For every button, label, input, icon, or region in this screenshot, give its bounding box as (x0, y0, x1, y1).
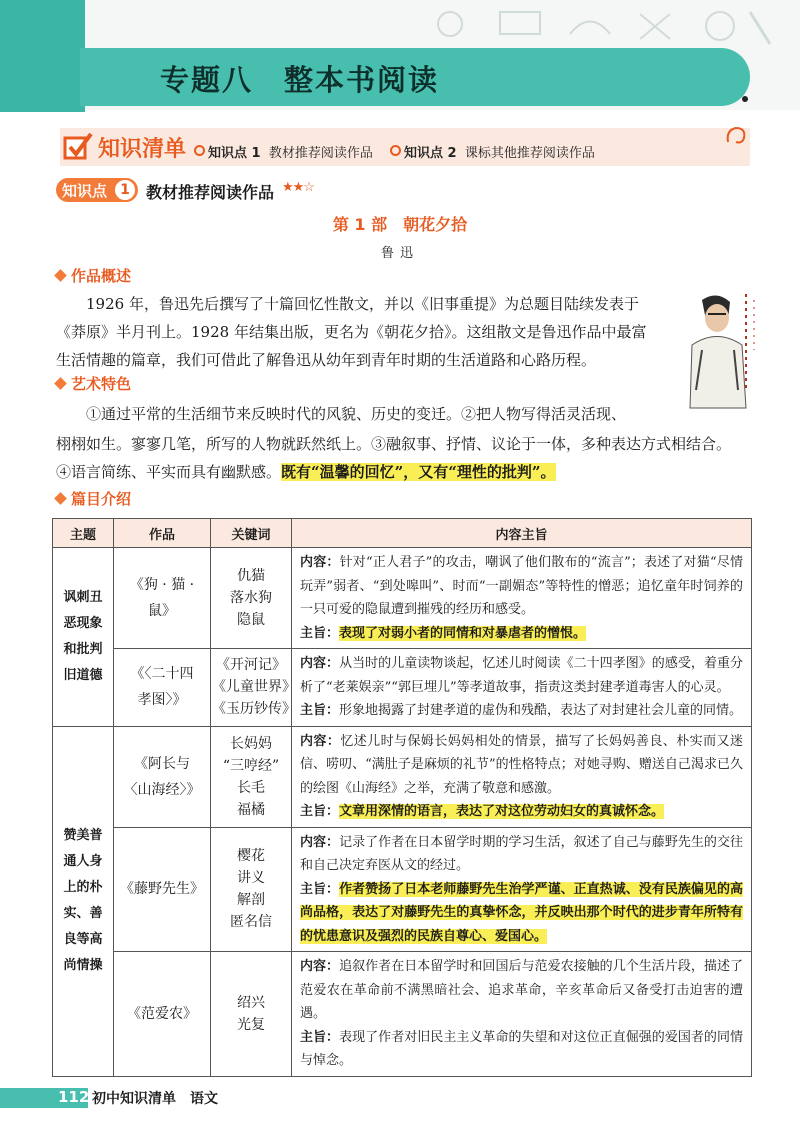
keyword: 樱花 (237, 848, 265, 865)
theme-cell (53, 548, 114, 727)
diamond-icon (54, 377, 67, 390)
bullet-icon (390, 145, 401, 156)
art-line-3 (56, 458, 556, 486)
content-text: 记录了作者在日本留学时期的学习生活，叙述了自己与藤野先生的交往和自己决定弃医从文的经过。 (300, 834, 743, 873)
art-highlight: 既有“温馨的回忆”，又有“理性的批判”。 (281, 463, 556, 481)
work-cell (114, 548, 211, 649)
art-line-1: ①通过平常的生活细节来反映时代的风貌、历史的变迁。②把人物写得活灵活现、 (86, 405, 627, 423)
knowledge-point-text: 教材推荐阅读作品 (268, 146, 373, 161)
author-name: 鲁迅 (380, 246, 419, 261)
chapters-heading-text: 篇目介绍 (71, 490, 132, 508)
art-line-3-text: ④语言简练、平实而具有幽默感。 (56, 463, 282, 481)
content-text: 忆述儿时与保姆长妈妈相处的情景，描写了长妈妈善良、朴实而又迷信、唠叨、“满肚子是麻烦的礼节”的性格特点；对她寻购、赠送自己渴求已久的绘图《山海经》之举，充满了敬意和感激。 (300, 733, 743, 796)
keyword: 《儿童世界》 (212, 679, 296, 696)
table-row (53, 726, 752, 827)
theme-cell (53, 726, 114, 1076)
content-text: 从当时的儿童读物谈起，忆述儿时阅读《二十四孝图》的感受，着重分析了“老莱娱亲”“郭巨埋儿”等孝道故事，指责这类封建孝道毒害人的心灵。 (300, 656, 743, 695)
knowledge-point-1-link[interactable] (194, 142, 373, 161)
art-heading (56, 373, 131, 394)
knowledge-point-num: 知识点 1 (208, 146, 261, 161)
gist-text: 表现了作者对旧民主主义革命的失望和对这位正直倔强的爱国者的同情与悼念。 (300, 1029, 743, 1068)
content-label: 内容： (300, 733, 341, 749)
knowledge-point-badge-label: 知识点 (62, 182, 108, 200)
lu-xun-portrait (672, 290, 762, 410)
header-work: 作品 (114, 519, 211, 548)
difficulty-stars: ★★☆ (282, 180, 314, 195)
content-cell (292, 726, 752, 827)
theme-line: 讽刺丑 (63, 589, 103, 605)
work-title: 《〈二十四 (130, 666, 194, 683)
work-cell (114, 827, 211, 952)
overview-line-2: 《莽原》半月刊上。1928 年结集出版，更名为《朝花夕拾》。这组散文是鲁迅作品中最富 (56, 323, 647, 341)
knowledge-point-text: 课标其他推荐阅读作品 (464, 146, 595, 161)
work-title: 《狗 · 猫 · 鼠》 (129, 577, 195, 619)
keyword: 仇猫 (237, 568, 265, 584)
chapters-heading (56, 488, 131, 509)
knowledge-point-2-link[interactable] (390, 142, 595, 161)
theme-line: 恶现象 (63, 615, 103, 631)
art-heading-text: 艺术特色 (71, 375, 132, 393)
gist-text: 文章用深情的语言，表达了对这位劳动妇女的真诚怀念。 (339, 804, 665, 819)
art-line-2: 栩栩如生。寥寥几笔，所写的人物就跃然纸上。③融叙事、抒情、议论于一体，多种表达方式相结合。 (56, 435, 732, 453)
table-row (53, 649, 752, 727)
chapters-table (52, 518, 752, 1077)
content-cell (292, 827, 752, 952)
keyword: 光复 (237, 1016, 265, 1033)
knowledge-list-title: 知识清单 (98, 137, 187, 162)
keyword: 落水狗 (230, 590, 272, 606)
content-cell (292, 649, 752, 727)
gist-label: 主旨： (300, 703, 340, 718)
keyword: 隐鼠 (237, 612, 265, 628)
keyword: “三哼经” (222, 757, 280, 774)
diamond-icon (54, 269, 67, 282)
content-text: 追叙作者在日本留学时和回国后与范爱农接触的几个生活片段，描述了范爱农在革命前不满黑暗社会、追求革命，辛亥革命后又备受打击迫害的遭遇。 (300, 959, 743, 1021)
page-number: 112 (58, 1088, 90, 1106)
keyword: 福橘 (237, 801, 265, 818)
work-cell (114, 726, 211, 827)
gist-text: 表现了对弱小者的同情和对暴虐者的憎恨。 (339, 625, 587, 641)
theme-line: 尚情操 (63, 958, 103, 973)
diamond-icon (54, 492, 67, 505)
keyword: 《开河记》 (216, 657, 286, 674)
overview-heading (56, 265, 131, 286)
gist-label: 主旨： (300, 881, 340, 897)
work-title: 〈山海经〉》 (123, 781, 201, 798)
theme-line: 良等高 (63, 932, 103, 947)
overview-line-1: 1926 年，鲁迅先后撰写了十篇回忆性散文，并以《旧事重提》为总题目陆续发表于 (86, 295, 639, 313)
gist-text: 形象地揭露了封建孝道的虚伪和残酷，表达了对封建社会儿童的同情。 (339, 703, 743, 718)
swirl-icon (724, 124, 748, 150)
work-title: 《藤野先生》 (120, 881, 204, 898)
gist-label: 主旨： (300, 1029, 340, 1045)
content-label: 内容： (300, 959, 340, 974)
keyword: 解剖 (237, 892, 265, 909)
table-row (53, 827, 752, 952)
content-cell (292, 548, 752, 649)
content-label: 内容： (300, 834, 340, 850)
theme-line: 赞美普 (63, 828, 103, 843)
keywords-cell (211, 548, 292, 649)
work-title: 孝图〉》 (137, 692, 187, 709)
checkbox-icon (62, 131, 94, 161)
table-header-row (53, 519, 752, 548)
page-title: 专题八 整本书阅读 (160, 63, 440, 97)
keywords-cell (211, 726, 292, 827)
decorative-pattern-icon (410, 4, 790, 54)
keyword: 《玉历钞传》 (212, 701, 296, 718)
content-label: 内容： (300, 656, 340, 671)
overview-line-3: 生活情趣的篇章，我们可借此了解鲁迅从幼年到青年时期的生活道路和心路历程。 (56, 351, 597, 369)
gist-label: 主旨： (300, 804, 340, 819)
knowledge-point-badge-num: 1 (113, 178, 137, 202)
header-tab (0, 0, 85, 112)
footer-text: 初中知识清单 语文 (92, 1091, 218, 1107)
content-text: 针对“正人君子”的攻击，嘲讽了他们散布的“流言”；表述了对猫“尽情玩弄”弱者、“到处嗥叫”、时而“一副媚态”等特性的憎恶；追忆童年时饲养的一只可爱的隐鼠遭到摧残的经历和感受。 (300, 555, 743, 617)
table-row (53, 952, 752, 1077)
theme-line: 通人身 (63, 854, 103, 869)
gist-label: 主旨： (300, 625, 340, 641)
theme-line: 和批判 (63, 641, 103, 657)
keywords-cell (211, 649, 296, 727)
theme-line: 上的朴 (63, 880, 103, 895)
overview-heading-text: 作品概述 (71, 267, 132, 285)
keyword: 匿名信 (230, 914, 272, 931)
title-dot (742, 96, 748, 102)
knowledge-point-name: 教材推荐阅读作品 (146, 183, 275, 202)
work-title: 《阿长与 (134, 755, 190, 772)
keywords-cell (211, 827, 292, 952)
header-content: 内容主旨 (292, 519, 752, 548)
keyword: 长妈妈 (230, 735, 272, 752)
gist-text: 作者赞扬了日本老师藤野先生治学严谨、正直热诚、没有民族偏见的高尚品格，表达了对藤野先生的真挚怀念，并反映出那个时代的进步青年所特有的忧患意识及强烈的民族自尊心、爱国心。 (300, 881, 743, 944)
work-cell (114, 649, 211, 727)
keyword: 绍兴 (237, 994, 265, 1011)
header-keywords: 关键词 (211, 519, 292, 548)
content-label: 内容： (300, 555, 340, 570)
header-theme: 主题 (53, 519, 114, 548)
theme-line: 实、善 (63, 906, 103, 921)
knowledge-point-num: 知识点 2 (404, 146, 457, 161)
keyword: 讲义 (237, 870, 265, 887)
work-cell (114, 952, 211, 1077)
keywords-cell (211, 952, 292, 1077)
work-title: 《范爱农》 (127, 1005, 197, 1022)
keyword: 长毛 (237, 779, 265, 796)
theme-line: 旧道德 (63, 667, 103, 683)
bullet-icon (194, 145, 205, 156)
content-cell (292, 952, 752, 1077)
table-row (53, 548, 752, 649)
part-title: 第 1 部 朝花夕拾 (332, 215, 468, 234)
